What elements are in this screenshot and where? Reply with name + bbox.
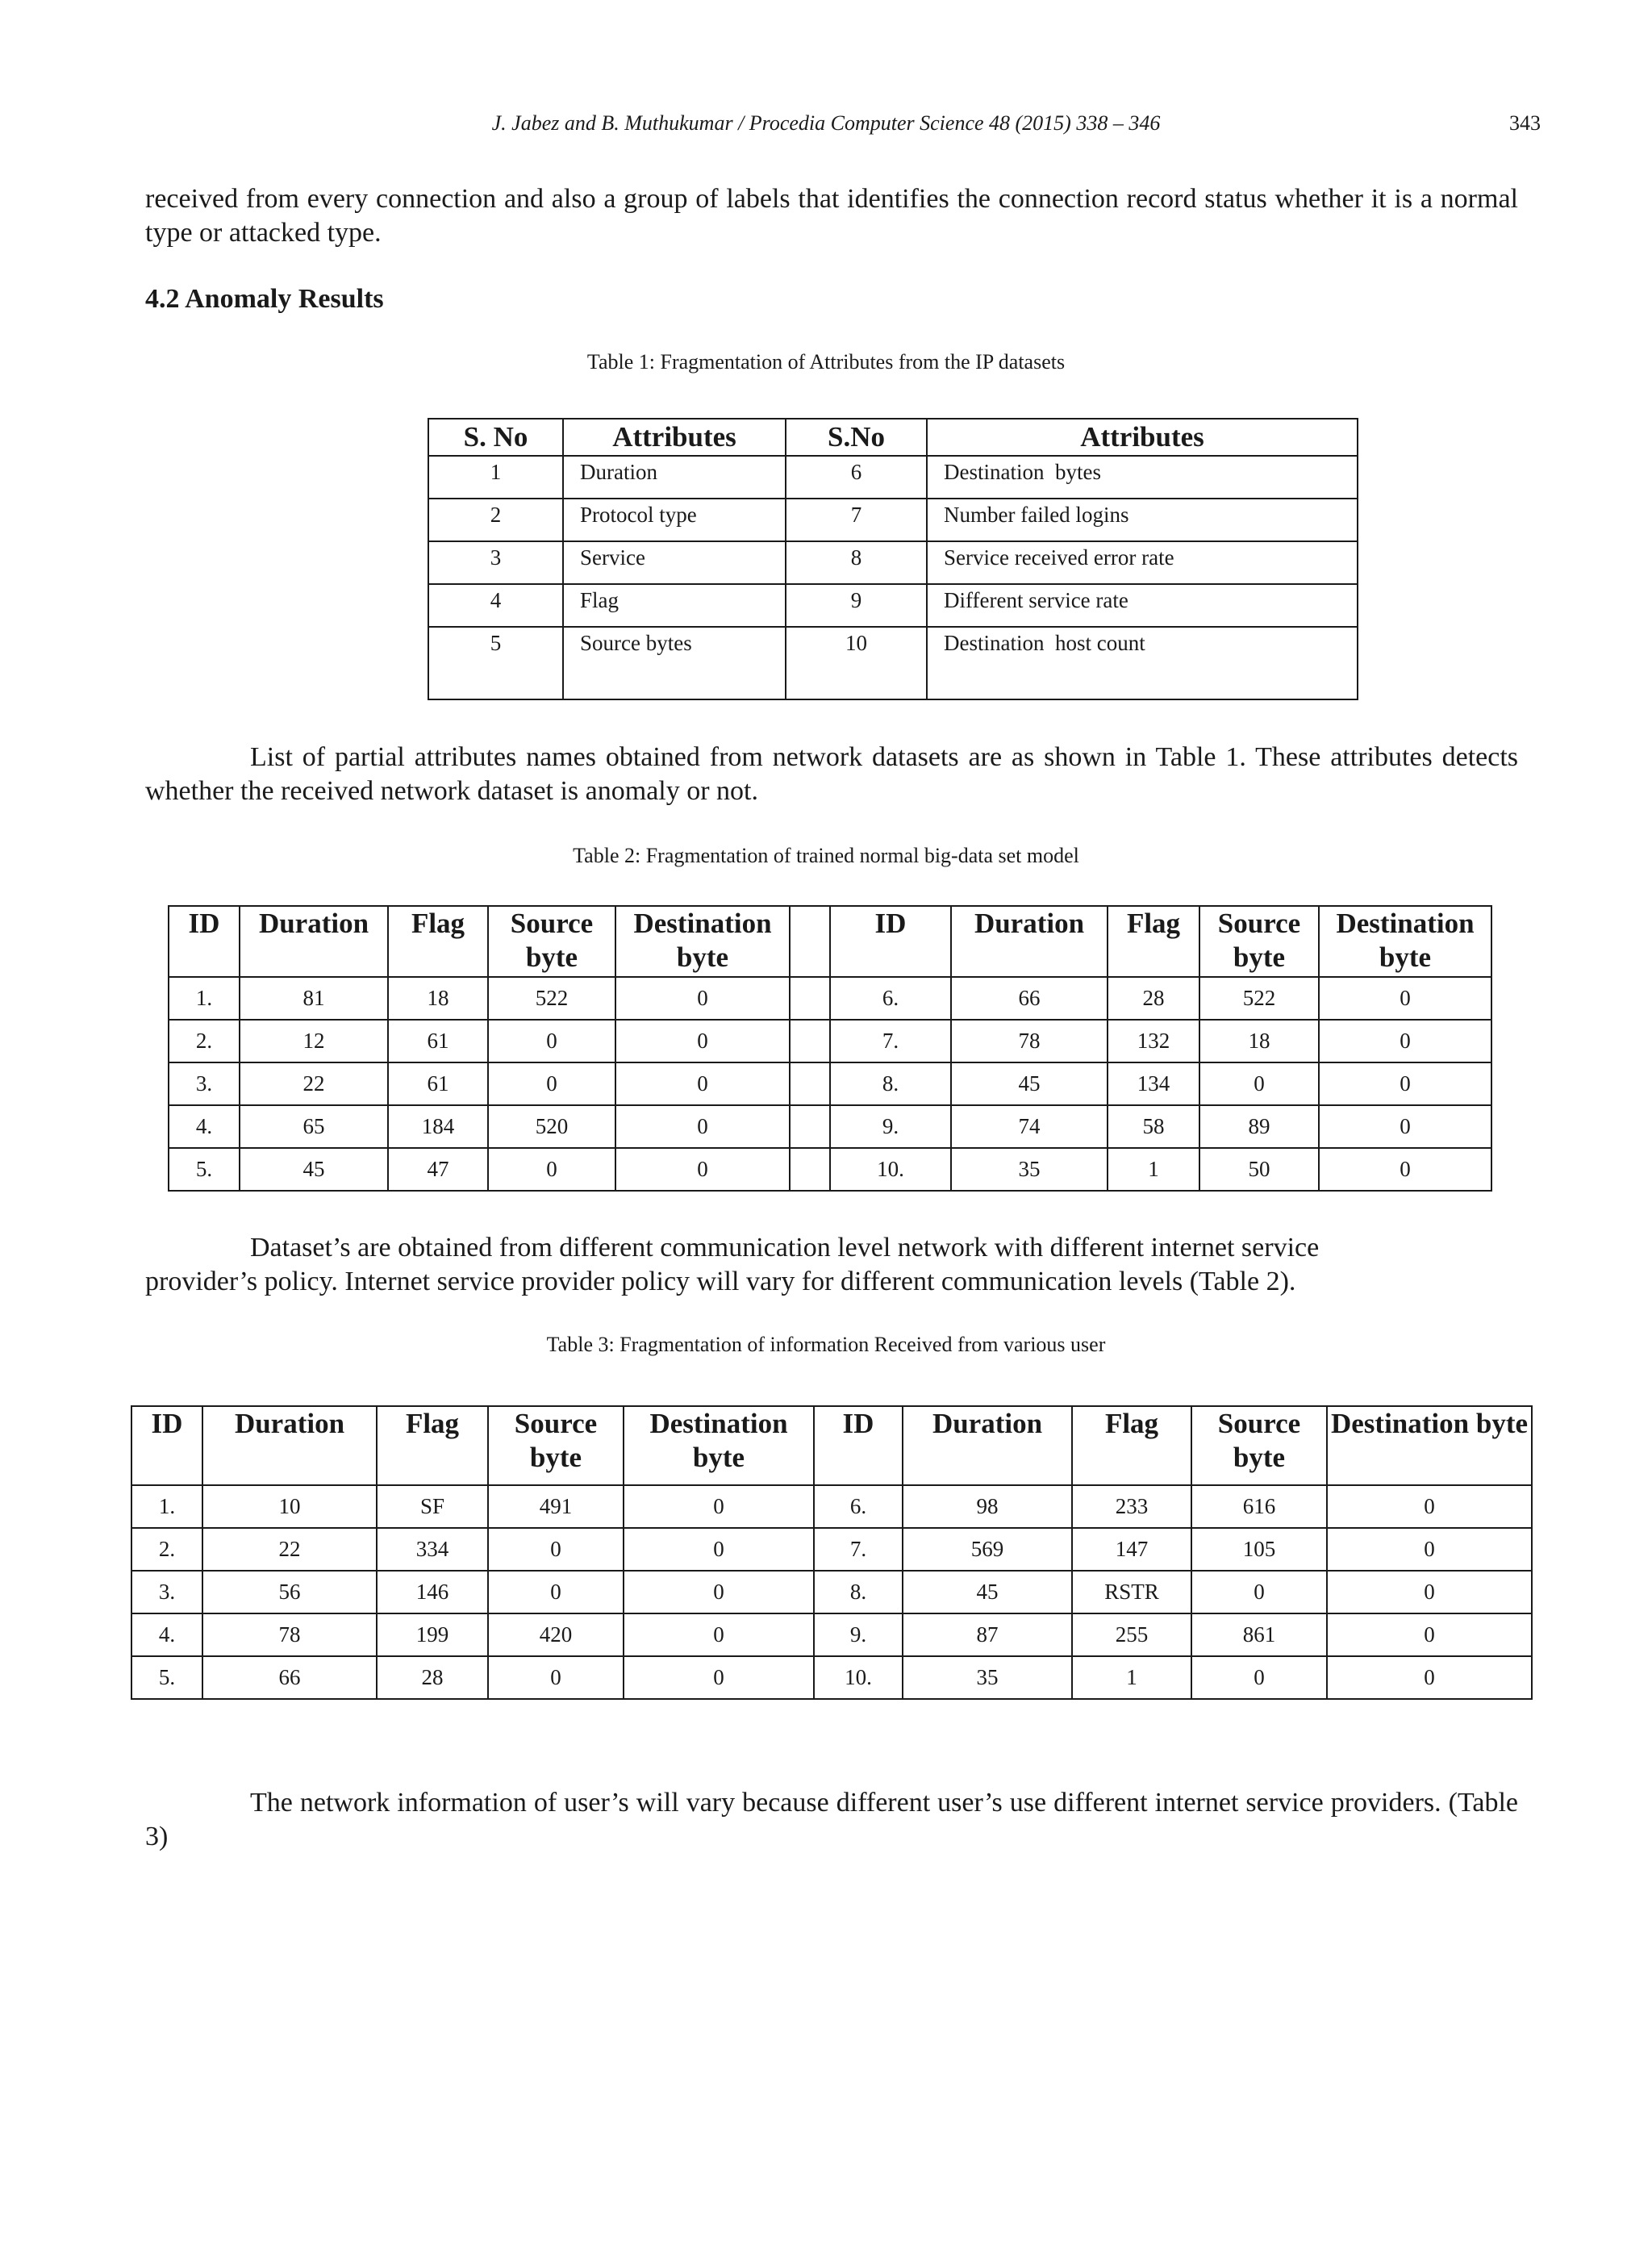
table2-cell: 65	[240, 1105, 388, 1148]
table2-header-cell: Flag	[388, 906, 488, 977]
table1-cell: Destination host count	[927, 627, 1358, 699]
table2-cell: 35	[951, 1148, 1108, 1191]
table2-cell: 0	[1319, 1020, 1491, 1062]
table1-cell: Number failed logins	[927, 499, 1358, 541]
table3-cell: 147	[1072, 1528, 1191, 1571]
table2-cell: 45	[240, 1148, 388, 1191]
table1-cell: 8	[786, 541, 927, 584]
table1	[428, 418, 1358, 700]
table2-cell: 8.	[830, 1062, 951, 1105]
table-row	[169, 1020, 1491, 1062]
table-row	[169, 1062, 1491, 1105]
paragraph-table2-note	[145, 1231, 1518, 1299]
page-number: 343	[1509, 111, 1541, 135]
table2-cell: 0	[615, 1105, 790, 1148]
table3-cell: 0	[1327, 1613, 1532, 1656]
table1-cell: Protocol type	[563, 499, 786, 541]
table1-header-cell: S.No	[786, 419, 927, 456]
table3-caption: Table 3: Fragmentation of information Received from various user	[546, 1333, 1106, 1356]
table3-cell: 233	[1072, 1485, 1191, 1528]
table2-cell: 134	[1108, 1062, 1199, 1105]
table2-cell: 0	[1319, 977, 1491, 1020]
table2-cell: 132	[1108, 1020, 1199, 1062]
running-head: J. Jabez and B. Muthukumar / Procedia Computer Science 48 (2015) 338 – 346	[491, 111, 1161, 135]
table3-cell: 334	[377, 1528, 488, 1571]
table2-cell: 5.	[169, 1148, 240, 1191]
table2-cell: 89	[1199, 1105, 1319, 1148]
table3-header-cell: Source byte	[488, 1406, 624, 1485]
table2-cell: 522	[1199, 977, 1319, 1020]
table2-cell: 18	[388, 977, 488, 1020]
table3-cell: 9.	[814, 1613, 903, 1656]
table1-cell: Service received error rate	[927, 541, 1358, 584]
table2-cell: 47	[388, 1148, 488, 1191]
table3-cell: 0	[624, 1485, 814, 1528]
table3-header-cell: Destination byte	[1327, 1406, 1532, 1485]
table3-cell: 616	[1191, 1485, 1327, 1528]
paragraph-table3-note-text: The network information of user’s will vary because different user’s use different internet service providers. (Table 3)	[145, 1788, 1518, 1851]
table2-cell: 0	[488, 1148, 615, 1191]
table2-cell: 2.	[169, 1020, 240, 1062]
table3-header-cell: Flag	[377, 1406, 488, 1485]
table2-cell: 0	[1319, 1062, 1491, 1105]
table2-cell: 0	[1319, 1105, 1491, 1148]
table2-cell: 66	[951, 977, 1108, 1020]
table2-cell: 10.	[830, 1148, 951, 1191]
table3-cell: 3.	[131, 1571, 202, 1613]
table3-header-cell: Duration	[903, 1406, 1072, 1485]
paragraph-table3-note	[145, 1786, 1518, 1854]
table3-cell: 8.	[814, 1571, 903, 1613]
table3-cell: 146	[377, 1571, 488, 1613]
table3-header-row	[131, 1406, 1532, 1485]
table3-cell: 0	[1327, 1656, 1532, 1699]
table2-header-cell: Source byte	[488, 906, 615, 977]
table2-cell: 18	[1199, 1020, 1319, 1062]
table2-header-cell: Destination byte	[1319, 906, 1491, 977]
table3-cell: 0	[1327, 1528, 1532, 1571]
table2-cell: 61	[388, 1062, 488, 1105]
table2-cell: 12	[240, 1020, 388, 1062]
table1-cell: 6	[786, 456, 927, 499]
section-heading: 4.2 Anomaly Results	[145, 284, 384, 314]
table2-cell: 22	[240, 1062, 388, 1105]
table3-cell: 10	[202, 1485, 377, 1528]
table2-spacer-cell	[790, 977, 830, 1020]
table1-cell: 10	[786, 627, 927, 699]
table-row	[169, 1105, 1491, 1148]
table1-header-cell: Attributes	[927, 419, 1358, 456]
table1-cell: Source bytes	[563, 627, 786, 699]
table1-cell: 1	[428, 456, 563, 499]
table2-spacer-cell	[790, 1105, 830, 1148]
table2-cell: 3.	[169, 1062, 240, 1105]
table3-cell: SF	[377, 1485, 488, 1528]
table3-cell: 861	[1191, 1613, 1327, 1656]
table2-cell: 7.	[830, 1020, 951, 1062]
table3-cell: 420	[488, 1613, 624, 1656]
table3-cell: 255	[1072, 1613, 1191, 1656]
table3-cell: 45	[903, 1571, 1072, 1613]
table2-cell: 1.	[169, 977, 240, 1020]
table2-header-row	[169, 906, 1491, 977]
table3-cell: 0	[624, 1571, 814, 1613]
table2-cell: 522	[488, 977, 615, 1020]
table3-cell: 35	[903, 1656, 1072, 1699]
table3-cell: 569	[903, 1528, 1072, 1571]
table3-header-cell: Destination byte	[624, 1406, 814, 1485]
table2-header-cell: Source byte	[1199, 906, 1319, 977]
table3-cell: 66	[202, 1656, 377, 1699]
table-row	[131, 1613, 1532, 1656]
table3-cell: 7.	[814, 1528, 903, 1571]
table3-cell: 56	[202, 1571, 377, 1613]
table2-header-cell: ID	[830, 906, 951, 977]
table3-header-cell: Flag	[1072, 1406, 1191, 1485]
table2-spacer-cell	[790, 1062, 830, 1105]
table2-header-cell: Duration	[240, 906, 388, 977]
table3-cell: 105	[1191, 1528, 1327, 1571]
paragraph-intro: received from every connection and also a group of labels that identifies the connection record status whether it is a normal type or attacked type.	[145, 184, 1518, 248]
table1-cell: Destination bytes	[927, 456, 1358, 499]
table1-cell: Service	[563, 541, 786, 584]
table3-cell: 0	[488, 1656, 624, 1699]
table1-cell: Different service rate	[927, 584, 1358, 627]
table2-cell: 0	[615, 977, 790, 1020]
table3-cell: 6.	[814, 1485, 903, 1528]
table3-header-cell: Duration	[202, 1406, 377, 1485]
table2-header-cell: ID	[169, 906, 240, 977]
table-row	[428, 541, 1358, 584]
table1-cell: Duration	[563, 456, 786, 499]
table1-cell: 5	[428, 627, 563, 699]
table2-cell: 184	[388, 1105, 488, 1148]
table3-cell: 0	[488, 1528, 624, 1571]
table3-cell: 1	[1072, 1656, 1191, 1699]
table1-cell: 2	[428, 499, 563, 541]
table2-cell: 50	[1199, 1148, 1319, 1191]
table2-cell: 61	[388, 1020, 488, 1062]
table-row	[428, 456, 1358, 499]
table2-cell: 58	[1108, 1105, 1199, 1148]
table2-spacer-cell	[790, 906, 830, 977]
table3-cell: 0	[624, 1528, 814, 1571]
paragraph-table2-note-line1	[145, 1231, 1518, 1265]
table2-cell: 9.	[830, 1105, 951, 1148]
paragraph-table1-note	[145, 741, 1518, 808]
table3-cell: 78	[202, 1613, 377, 1656]
table1-cell: 3	[428, 541, 563, 584]
table1-cell: Flag	[563, 584, 786, 627]
table3-cell: 491	[488, 1485, 624, 1528]
table3-cell: 1.	[131, 1485, 202, 1528]
table2-cell: 0	[615, 1148, 790, 1191]
table2-cell: 0	[615, 1020, 790, 1062]
table3-cell: 199	[377, 1613, 488, 1656]
table1-caption: Table 1: Fragmentation of Attributes from the IP datasets	[586, 350, 1066, 374]
table2-cell: 0	[615, 1062, 790, 1105]
table3-cell: 5.	[131, 1656, 202, 1699]
table1-header-row	[428, 419, 1358, 456]
table2-header-cell: Duration	[951, 906, 1108, 977]
table2-header-cell: Destination byte	[615, 906, 790, 977]
table-row	[169, 1148, 1491, 1191]
table-row	[428, 584, 1358, 627]
table3-cell: 0	[1327, 1571, 1532, 1613]
table2-cell: 28	[1108, 977, 1199, 1020]
table3-cell: 0	[624, 1656, 814, 1699]
table2-cell: 0	[488, 1062, 615, 1105]
table3-cell: 0	[1191, 1656, 1327, 1699]
table3-cell: 28	[377, 1656, 488, 1699]
table-row	[131, 1656, 1532, 1699]
table2-cell: 1	[1108, 1148, 1199, 1191]
table2-cell: 0	[1319, 1148, 1491, 1191]
table-row	[131, 1571, 1532, 1613]
table-row	[169, 977, 1491, 1020]
table3-cell: 98	[903, 1485, 1072, 1528]
table3-cell: 22	[202, 1528, 377, 1571]
table-row	[428, 499, 1358, 541]
table1-cell: 9	[786, 584, 927, 627]
table-row	[131, 1528, 1532, 1571]
paragraph-table2-note-line2: provider’s policy. Internet service provider policy will vary for different communication levels (Table 2).	[145, 1267, 1296, 1296]
table3	[131, 1405, 1533, 1700]
table3-cell: 2.	[131, 1528, 202, 1571]
table2-cell: 520	[488, 1105, 615, 1148]
table3-cell: 0	[1191, 1571, 1327, 1613]
table2-cell: 45	[951, 1062, 1108, 1105]
table2-cell: 78	[951, 1020, 1108, 1062]
table2-cell: 4.	[169, 1105, 240, 1148]
table-row	[428, 627, 1358, 699]
table2-spacer-cell	[790, 1020, 830, 1062]
table2-cell: 74	[951, 1105, 1108, 1148]
table2-cell: 0	[1199, 1062, 1319, 1105]
table3-cell: RSTR	[1072, 1571, 1191, 1613]
table3-cell: 87	[903, 1613, 1072, 1656]
table2-caption: Table 2: Fragmentation of trained normal big-data set model	[573, 844, 1079, 867]
table2	[168, 905, 1492, 1192]
table3-cell: 4.	[131, 1613, 202, 1656]
table3-header-cell: Source byte	[1191, 1406, 1327, 1485]
table2-cell: 0	[488, 1020, 615, 1062]
table1-cell: 4	[428, 584, 563, 627]
table3-header-cell: ID	[131, 1406, 202, 1485]
table2-header-cell: Flag	[1108, 906, 1199, 977]
table3-header-cell: ID	[814, 1406, 903, 1485]
table2-cell: 6.	[830, 977, 951, 1020]
paragraph-table1-note-text: List of partial attributes names obtained from network datasets are as shown in Table 1. These attributes detects whether the received network dataset is anomaly or not.	[145, 742, 1518, 806]
table1-cell: 7	[786, 499, 927, 541]
table3-cell: 10.	[814, 1656, 903, 1699]
table-row	[131, 1485, 1532, 1528]
paragraph-table2-note-line1-text: Dataset’s are obtained from different communication level network with different internet service	[250, 1233, 1320, 1263]
table3-cell: 0	[1327, 1485, 1532, 1528]
table3-cell: 0	[624, 1613, 814, 1656]
table3-cell: 0	[488, 1571, 624, 1613]
table1-header-cell: Attributes	[563, 419, 786, 456]
table2-spacer-cell	[790, 1148, 830, 1191]
table2-cell: 81	[240, 977, 388, 1020]
table1-header-cell: S. No	[428, 419, 563, 456]
